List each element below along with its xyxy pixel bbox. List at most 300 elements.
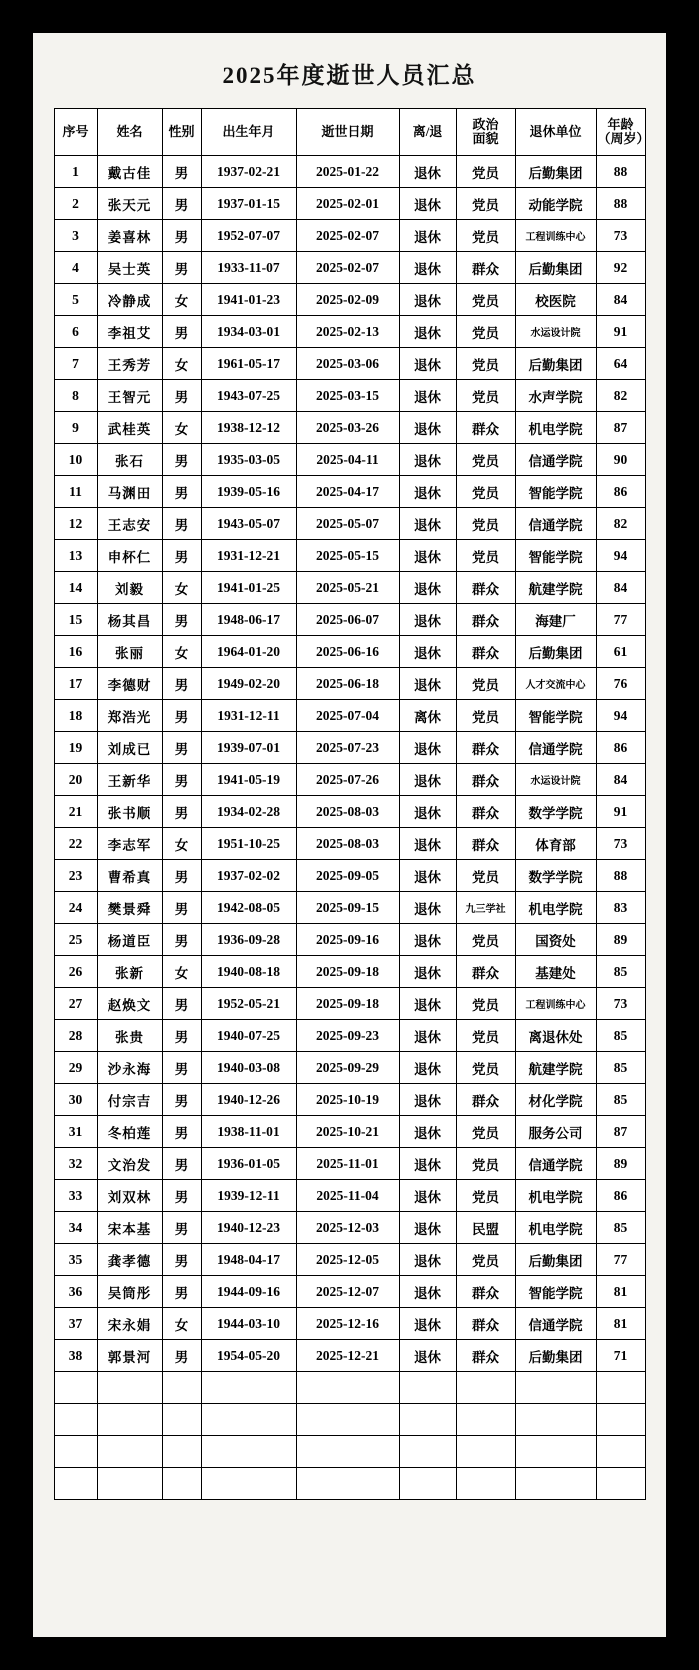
cell-name: 沙永海 <box>97 1052 162 1084</box>
cell-unit: 信通学院 <box>515 732 596 764</box>
cell-sex: 男 <box>162 252 201 284</box>
cell-age: 82 <box>596 508 645 540</box>
cell-political-status: 群众 <box>456 828 515 860</box>
cell-age: 94 <box>596 540 645 572</box>
cell-sex: 男 <box>162 668 201 700</box>
cell-name: 申杯仁 <box>97 540 162 572</box>
cell-retirement-type: 退休 <box>399 1052 456 1084</box>
cell-seq: 25 <box>54 924 97 956</box>
cell-unit: 后勤集团 <box>515 348 596 380</box>
cell-political-status: 党员 <box>456 1020 515 1052</box>
cell-retirement-type: 退休 <box>399 220 456 252</box>
cell-retirement-type: 退休 <box>399 860 456 892</box>
cell-sex: 女 <box>162 828 201 860</box>
cell-sex: 男 <box>162 924 201 956</box>
cell-name: 冷静成 <box>97 284 162 316</box>
cell-empty <box>97 1372 162 1404</box>
cell-political-status: 党员 <box>456 700 515 732</box>
cell-seq: 2 <box>54 188 97 220</box>
cell-political-status: 群众 <box>456 764 515 796</box>
cell-death-date: 2025-02-13 <box>296 316 399 348</box>
cell-birth-date: 1931-12-21 <box>201 540 296 572</box>
table-row <box>54 444 645 476</box>
table-row <box>54 1212 645 1244</box>
cell-sex: 男 <box>162 540 201 572</box>
column-header-age-line1: 年龄 <box>607 116 634 132</box>
cell-name: 杨其昌 <box>97 604 162 636</box>
cell-death-date: 2025-03-26 <box>296 412 399 444</box>
cell-age: 88 <box>596 156 645 188</box>
cell-seq: 27 <box>54 988 97 1020</box>
cell-birth-date: 1934-02-28 <box>201 796 296 828</box>
cell-name: 张新 <box>97 956 162 988</box>
cell-seq: 1 <box>54 156 97 188</box>
cell-death-date: 2025-09-18 <box>296 988 399 1020</box>
cell-death-date: 2025-07-26 <box>296 764 399 796</box>
cell-sex: 男 <box>162 380 201 412</box>
cell-unit: 材化学院 <box>515 1084 596 1116</box>
cell-seq: 6 <box>54 316 97 348</box>
cell-retirement-type: 退休 <box>399 764 456 796</box>
table-row <box>54 540 645 572</box>
table-row <box>54 1340 645 1372</box>
cell-death-date: 2025-05-07 <box>296 508 399 540</box>
cell-name: 郑浩光 <box>97 700 162 732</box>
cell-empty <box>54 1372 97 1404</box>
cell-seq: 21 <box>54 796 97 828</box>
cell-political-status: 群众 <box>456 796 515 828</box>
cell-unit: 海建厂 <box>515 604 596 636</box>
cell-seq: 8 <box>54 380 97 412</box>
cell-age: 81 <box>596 1276 645 1308</box>
cell-age: 90 <box>596 444 645 476</box>
cell-retirement-type: 退休 <box>399 1308 456 1340</box>
cell-birth-date: 1937-02-21 <box>201 156 296 188</box>
cell-empty <box>596 1404 645 1436</box>
cell-age: 86 <box>596 476 645 508</box>
cell-age: 85 <box>596 956 645 988</box>
cell-retirement-type: 退休 <box>399 540 456 572</box>
cell-political-status: 党员 <box>456 188 515 220</box>
table-row <box>54 476 645 508</box>
table-row <box>54 764 645 796</box>
cell-political-status: 党员 <box>456 284 515 316</box>
table-header-row <box>54 109 645 156</box>
cell-name: 张石 <box>97 444 162 476</box>
cell-political-status: 党员 <box>456 348 515 380</box>
cell-death-date: 2025-04-17 <box>296 476 399 508</box>
cell-unit: 体育部 <box>515 828 596 860</box>
cell-empty <box>515 1436 596 1468</box>
cell-age: 88 <box>596 188 645 220</box>
cell-political-status: 党员 <box>456 444 515 476</box>
cell-retirement-type: 退休 <box>399 508 456 540</box>
cell-age: 84 <box>596 572 645 604</box>
cell-age: 84 <box>596 764 645 796</box>
cell-age: 87 <box>596 1116 645 1148</box>
cell-death-date: 2025-02-07 <box>296 252 399 284</box>
cell-unit: 校医院 <box>515 284 596 316</box>
cell-age: 71 <box>596 1340 645 1372</box>
column-header-political-status <box>456 109 515 156</box>
cell-name: 张天元 <box>97 188 162 220</box>
cell-unit: 机电学院 <box>515 892 596 924</box>
cell-unit: 后勤集团 <box>515 1244 596 1276</box>
cell-birth-date: 1933-11-07 <box>201 252 296 284</box>
cell-sex: 男 <box>162 476 201 508</box>
cell-seq: 10 <box>54 444 97 476</box>
cell-age: 77 <box>596 1244 645 1276</box>
cell-birth-date: 1949-02-20 <box>201 668 296 700</box>
cell-seq: 11 <box>54 476 97 508</box>
cell-unit: 工程训练中心 <box>515 220 596 252</box>
cell-name: 王智元 <box>97 380 162 412</box>
cell-age: 87 <box>596 412 645 444</box>
cell-empty <box>162 1404 201 1436</box>
cell-seq: 31 <box>54 1116 97 1148</box>
cell-death-date: 2025-10-19 <box>296 1084 399 1116</box>
cell-birth-date: 1940-08-18 <box>201 956 296 988</box>
cell-political-status: 群众 <box>456 1340 515 1372</box>
cell-birth-date: 1939-05-16 <box>201 476 296 508</box>
cell-sex: 男 <box>162 860 201 892</box>
cell-name: 吴筒彤 <box>97 1276 162 1308</box>
cell-political-status: 党员 <box>456 668 515 700</box>
cell-political-status: 群众 <box>456 1084 515 1116</box>
cell-unit: 水运设计院 <box>515 316 596 348</box>
cell-political-status: 群众 <box>456 1308 515 1340</box>
column-header-sex: 性别 <box>162 109 201 156</box>
cell-birth-date: 1944-03-10 <box>201 1308 296 1340</box>
cell-unit: 机电学院 <box>515 412 596 444</box>
cell-sex: 女 <box>162 348 201 380</box>
cell-death-date: 2025-09-29 <box>296 1052 399 1084</box>
cell-unit: 航建学院 <box>515 1052 596 1084</box>
cell-retirement-type: 退休 <box>399 668 456 700</box>
cell-age: 89 <box>596 1148 645 1180</box>
cell-birth-date: 1940-12-26 <box>201 1084 296 1116</box>
cell-sex: 男 <box>162 1084 201 1116</box>
table-row <box>54 860 645 892</box>
cell-unit: 工程训练中心 <box>515 988 596 1020</box>
table-row <box>54 1148 645 1180</box>
cell-death-date: 2025-07-23 <box>296 732 399 764</box>
cell-sex: 男 <box>162 316 201 348</box>
cell-political-status: 党员 <box>456 316 515 348</box>
cell-retirement-type: 退休 <box>399 1180 456 1212</box>
cell-birth-date: 1948-06-17 <box>201 604 296 636</box>
cell-empty <box>456 1436 515 1468</box>
cell-age: 86 <box>596 732 645 764</box>
cell-seq: 13 <box>54 540 97 572</box>
cell-retirement-type: 退休 <box>399 1340 456 1372</box>
cell-age: 73 <box>596 988 645 1020</box>
table-row <box>54 604 645 636</box>
cell-age: 77 <box>596 604 645 636</box>
table-row <box>54 1308 645 1340</box>
cell-political-status: 党员 <box>456 924 515 956</box>
cell-political-status: 党员 <box>456 1116 515 1148</box>
cell-death-date: 2025-09-23 <box>296 1020 399 1052</box>
cell-death-date: 2025-05-15 <box>296 540 399 572</box>
cell-unit: 信通学院 <box>515 1308 596 1340</box>
cell-retirement-type: 退休 <box>399 1276 456 1308</box>
cell-birth-date: 1937-01-15 <box>201 188 296 220</box>
cell-sex: 男 <box>162 1340 201 1372</box>
cell-death-date: 2025-02-09 <box>296 284 399 316</box>
cell-retirement-type: 退休 <box>399 316 456 348</box>
cell-death-date: 2025-06-16 <box>296 636 399 668</box>
table-row <box>54 220 645 252</box>
cell-name: 刘成已 <box>97 732 162 764</box>
cell-political-status: 党员 <box>456 988 515 1020</box>
cell-retirement-type: 退休 <box>399 1244 456 1276</box>
cell-birth-date: 1941-01-25 <box>201 572 296 604</box>
cell-unit: 航建学院 <box>515 572 596 604</box>
table-row <box>54 1052 645 1084</box>
cell-seq: 9 <box>54 412 97 444</box>
cell-age: 73 <box>596 828 645 860</box>
cell-sex: 男 <box>162 1020 201 1052</box>
cell-empty <box>596 1468 645 1500</box>
cell-empty <box>456 1468 515 1500</box>
cell-empty <box>296 1468 399 1500</box>
cell-political-status: 党员 <box>456 156 515 188</box>
cell-empty <box>515 1372 596 1404</box>
cell-sex: 男 <box>162 732 201 764</box>
table-row <box>54 892 645 924</box>
cell-age: 73 <box>596 220 645 252</box>
cell-death-date: 2025-12-16 <box>296 1308 399 1340</box>
cell-seq: 20 <box>54 764 97 796</box>
cell-political-status: 党员 <box>456 508 515 540</box>
cell-retirement-type: 退休 <box>399 892 456 924</box>
deceased-summary-table <box>54 108 650 1500</box>
cell-political-status: 党员 <box>456 1180 515 1212</box>
cell-empty <box>162 1436 201 1468</box>
cell-seq: 12 <box>54 508 97 540</box>
cell-age: 91 <box>596 316 645 348</box>
cell-retirement-type: 退休 <box>399 636 456 668</box>
table-row-empty <box>54 1436 645 1468</box>
cell-empty <box>201 1404 296 1436</box>
cell-death-date: 2025-08-03 <box>296 796 399 828</box>
cell-seq: 16 <box>54 636 97 668</box>
cell-name: 姜喜林 <box>97 220 162 252</box>
cell-empty <box>399 1372 456 1404</box>
cell-death-date: 2025-05-21 <box>296 572 399 604</box>
cell-seq: 29 <box>54 1052 97 1084</box>
cell-age: 92 <box>596 252 645 284</box>
cell-retirement-type: 退休 <box>399 1084 456 1116</box>
cell-birth-date: 1939-07-01 <box>201 732 296 764</box>
column-header-political-status-line1: 政治 <box>472 116 499 132</box>
page-title: 2025年度逝世人员汇总 <box>222 63 477 88</box>
cell-retirement-type: 退休 <box>399 1212 456 1244</box>
table-row <box>54 956 645 988</box>
cell-death-date: 2025-02-01 <box>296 188 399 220</box>
table-row <box>54 156 645 188</box>
cell-unit: 离退休处 <box>515 1020 596 1052</box>
cell-sex: 男 <box>162 1148 201 1180</box>
cell-birth-date: 1936-01-05 <box>201 1148 296 1180</box>
cell-age: 86 <box>596 1180 645 1212</box>
table-row <box>54 508 645 540</box>
cell-sex: 男 <box>162 1052 201 1084</box>
cell-empty <box>201 1436 296 1468</box>
cell-sex: 女 <box>162 284 201 316</box>
cell-retirement-type: 退休 <box>399 796 456 828</box>
cell-sex: 男 <box>162 1180 201 1212</box>
cell-sex: 男 <box>162 764 201 796</box>
cell-sex: 女 <box>162 412 201 444</box>
cell-seq: 32 <box>54 1148 97 1180</box>
cell-death-date: 2025-12-05 <box>296 1244 399 1276</box>
table-row <box>54 348 645 380</box>
cell-sex: 女 <box>162 572 201 604</box>
cell-birth-date: 1941-01-23 <box>201 284 296 316</box>
cell-name: 冬柏莲 <box>97 1116 162 1148</box>
cell-age: 82 <box>596 380 645 412</box>
cell-political-status: 党员 <box>456 476 515 508</box>
cell-birth-date: 1936-09-28 <box>201 924 296 956</box>
cell-unit: 智能学院 <box>515 476 596 508</box>
cell-death-date: 2025-11-01 <box>296 1148 399 1180</box>
cell-age: 85 <box>596 1052 645 1084</box>
cell-name: 曹希真 <box>97 860 162 892</box>
cell-empty <box>515 1404 596 1436</box>
cell-age: 84 <box>596 284 645 316</box>
cell-sex: 男 <box>162 220 201 252</box>
cell-empty <box>596 1436 645 1468</box>
cell-name: 张书顺 <box>97 796 162 828</box>
cell-age: 64 <box>596 348 645 380</box>
cell-unit: 智能学院 <box>515 700 596 732</box>
cell-seq: 30 <box>54 1084 97 1116</box>
cell-age: 85 <box>596 1084 645 1116</box>
cell-political-status: 群众 <box>456 732 515 764</box>
cell-name: 龚孝德 <box>97 1244 162 1276</box>
table-row <box>54 1116 645 1148</box>
cell-retirement-type: 退休 <box>399 444 456 476</box>
cell-name: 李志军 <box>97 828 162 860</box>
cell-death-date: 2025-09-18 <box>296 956 399 988</box>
cell-retirement-type: 退休 <box>399 156 456 188</box>
cell-death-date: 2025-04-11 <box>296 444 399 476</box>
cell-unit: 机电学院 <box>515 1180 596 1212</box>
table-row <box>54 732 645 764</box>
cell-empty <box>399 1404 456 1436</box>
cell-sex: 男 <box>162 700 201 732</box>
cell-age: 89 <box>596 924 645 956</box>
cell-birth-date: 1941-05-19 <box>201 764 296 796</box>
cell-name: 张丽 <box>97 636 162 668</box>
cell-seq: 26 <box>54 956 97 988</box>
cell-retirement-type: 退休 <box>399 1148 456 1180</box>
cell-age: 85 <box>596 1020 645 1052</box>
cell-seq: 28 <box>54 1020 97 1052</box>
cell-seq: 22 <box>54 828 97 860</box>
cell-name: 宋本基 <box>97 1212 162 1244</box>
cell-death-date: 2025-10-21 <box>296 1116 399 1148</box>
column-header-retirement-type: 离/退 <box>399 109 456 156</box>
cell-age: 85 <box>596 1212 645 1244</box>
cell-retirement-type: 离休 <box>399 700 456 732</box>
cell-death-date: 2025-02-07 <box>296 220 399 252</box>
cell-empty <box>296 1436 399 1468</box>
cell-sex: 男 <box>162 796 201 828</box>
cell-death-date: 2025-01-22 <box>296 156 399 188</box>
cell-retirement-type: 退休 <box>399 572 456 604</box>
cell-death-date: 2025-11-04 <box>296 1180 399 1212</box>
table-row <box>54 924 645 956</box>
cell-birth-date: 1954-05-20 <box>201 1340 296 1372</box>
cell-empty <box>162 1468 201 1500</box>
cell-name: 武桂英 <box>97 412 162 444</box>
cell-unit: 智能学院 <box>515 1276 596 1308</box>
cell-death-date: 2025-03-15 <box>296 380 399 412</box>
column-header-age-line2: （周岁） <box>597 131 650 146</box>
cell-retirement-type: 退休 <box>399 1020 456 1052</box>
cell-sex: 女 <box>162 1308 201 1340</box>
table-row <box>54 636 645 668</box>
cell-birth-date: 1943-05-07 <box>201 508 296 540</box>
cell-seq: 14 <box>54 572 97 604</box>
cell-seq: 38 <box>54 1340 97 1372</box>
cell-death-date: 2025-12-21 <box>296 1340 399 1372</box>
cell-unit: 后勤集团 <box>515 636 596 668</box>
cell-empty <box>97 1404 162 1436</box>
cell-death-date: 2025-03-06 <box>296 348 399 380</box>
cell-name: 刘毅 <box>97 572 162 604</box>
cell-sex: 男 <box>162 1212 201 1244</box>
column-header-political-status-line2: 面貌 <box>472 131 499 146</box>
cell-sex: 男 <box>162 444 201 476</box>
cell-seq: 15 <box>54 604 97 636</box>
cell-birth-date: 1951-10-25 <box>201 828 296 860</box>
cell-birth-date: 1961-05-17 <box>201 348 296 380</box>
cell-unit: 智能学院 <box>515 540 596 572</box>
cell-age: 91 <box>596 796 645 828</box>
cell-retirement-type: 退休 <box>399 604 456 636</box>
cell-retirement-type: 退休 <box>399 924 456 956</box>
cell-age: 94 <box>596 700 645 732</box>
cell-retirement-type: 退休 <box>399 732 456 764</box>
cell-birth-date: 1940-12-23 <box>201 1212 296 1244</box>
cell-political-status: 党员 <box>456 1244 515 1276</box>
cell-political-status: 九三学社 <box>456 892 515 924</box>
cell-political-status: 民盟 <box>456 1212 515 1244</box>
cell-seq: 23 <box>54 860 97 892</box>
cell-unit: 人才交流中心 <box>515 668 596 700</box>
cell-death-date: 2025-08-03 <box>296 828 399 860</box>
table-row <box>54 700 645 732</box>
cell-seq: 33 <box>54 1180 97 1212</box>
cell-death-date: 2025-09-16 <box>296 924 399 956</box>
table-row <box>54 1180 645 1212</box>
cell-empty <box>54 1436 97 1468</box>
cell-name: 付宗吉 <box>97 1084 162 1116</box>
table-row <box>54 1244 645 1276</box>
cell-name: 张贵 <box>97 1020 162 1052</box>
cell-empty <box>97 1436 162 1468</box>
cell-empty <box>456 1404 515 1436</box>
cell-sex: 男 <box>162 1244 201 1276</box>
cell-birth-date: 1940-07-25 <box>201 1020 296 1052</box>
cell-unit: 后勤集团 <box>515 156 596 188</box>
table-row <box>54 668 645 700</box>
table-row-empty <box>54 1372 645 1404</box>
